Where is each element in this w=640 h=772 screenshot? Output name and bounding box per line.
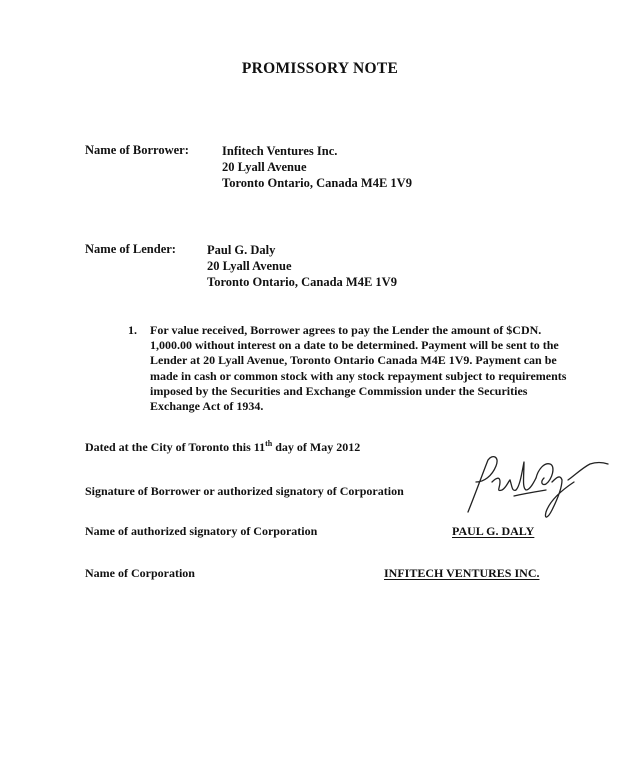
clause-text: For value received, Borrower agrees to pay the Lender the amount of $CDN. 1,000.00 without interest on a date to be determined. Payment will be sent to the Lender at 20 Lyall Avenue, Toronto Ontario Canada M4E 1V9. Payment can be made in cash or common stock with any stock repayment subject to requirements imposed by the Securities and Exchange Commission under the Securities Exchange Act of 1934. bbox=[150, 323, 567, 414]
lender-address bbox=[207, 242, 397, 290]
lender-street: 20 Lyall Avenue bbox=[207, 259, 292, 273]
dated-rest: day of May 2012 bbox=[272, 440, 361, 454]
handwritten-signature bbox=[462, 452, 612, 524]
dated-ordinal-suffix: th bbox=[265, 439, 273, 448]
borrower-address bbox=[222, 143, 412, 191]
lender-name: Paul G. Daly bbox=[207, 243, 276, 257]
signatory-name: PAUL G. DALY bbox=[452, 524, 535, 538]
borrower-name: Infitech Ventures Inc. bbox=[222, 144, 338, 158]
corporation-label: Name of Corporation bbox=[85, 566, 195, 580]
dated-line bbox=[85, 440, 360, 455]
borrower-label: Name of Borrower: bbox=[85, 143, 189, 157]
borrower-city: Toronto Ontario, Canada M4E 1V9 bbox=[222, 176, 412, 190]
clause-number: 1. bbox=[128, 323, 137, 337]
lender-city: Toronto Ontario, Canada M4E 1V9 bbox=[207, 275, 397, 289]
corporation-name: INFITECH VENTURES INC. bbox=[384, 566, 540, 580]
signatory-label: Name of authorized signatory of Corporation bbox=[85, 524, 318, 538]
signature-label: Signature of Borrower or authorized signatory of Corporation bbox=[85, 484, 404, 498]
lender-label: Name of Lender: bbox=[85, 242, 176, 256]
document-title: PROMISSORY NOTE bbox=[241, 60, 399, 77]
borrower-street: 20 Lyall Avenue bbox=[222, 160, 307, 174]
dated-prefix: Dated at the City of Toronto this 11 bbox=[85, 440, 266, 454]
